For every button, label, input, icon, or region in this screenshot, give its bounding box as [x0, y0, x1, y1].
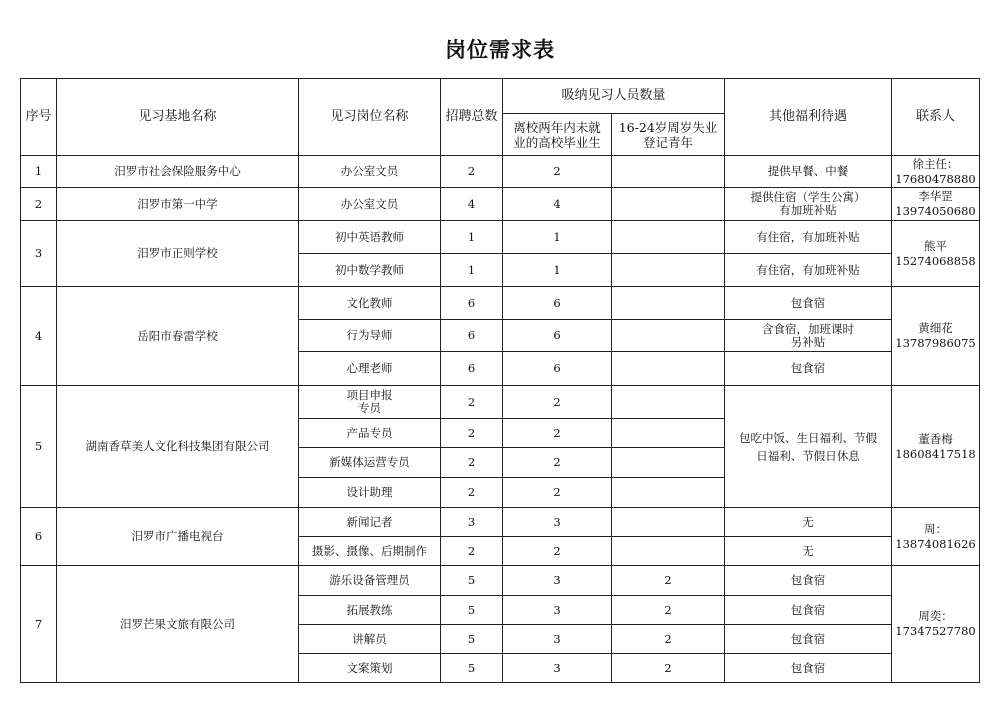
post-name-line: 游乐设备管理员 — [329, 573, 410, 587]
graduate-count: 2 — [503, 419, 612, 448]
base-name: 汨罗市社会保险服务中心 — [57, 156, 299, 188]
benefits — [725, 254, 892, 287]
youth-count — [612, 320, 725, 352]
benefits-line: 提供住宿（学生公寓） — [750, 190, 866, 204]
youth-count — [612, 156, 725, 188]
base-name: 湖南香草美人文化科技集团有限公司 — [57, 386, 299, 508]
header-post-name: 见习岗位名称 — [299, 79, 441, 156]
job-demand-table — [20, 78, 980, 683]
header-benefits: 其他福利待遇 — [725, 79, 892, 156]
contact — [892, 508, 980, 566]
benefits — [725, 386, 892, 508]
benefits — [725, 188, 892, 221]
youth-count — [612, 537, 725, 566]
post-name-line: 新闻记者 — [346, 514, 393, 529]
post-name-line: 初中数学教师 — [335, 262, 404, 277]
base-name: 汨罗市第一中学 — [57, 188, 299, 221]
post-name — [299, 508, 441, 537]
benefits-line: 另补贴 — [790, 334, 826, 349]
youth-count — [612, 254, 725, 287]
benefits — [725, 352, 892, 386]
post-name — [299, 566, 441, 596]
graduate-count: 6 — [503, 320, 612, 352]
post-name-line: 行为导师 — [346, 328, 393, 342]
graduate-count: 4 — [503, 188, 612, 221]
total-count: 6 — [441, 320, 503, 352]
contact-phone: 15274068858 — [895, 253, 976, 268]
youth-count — [612, 448, 725, 478]
base-name: 岳阳市春雷学校 — [57, 287, 299, 386]
graduate-count: 1 — [503, 221, 612, 254]
post-name — [299, 221, 441, 254]
table-row — [21, 566, 980, 596]
post-name-line: 文案策划 — [346, 660, 393, 675]
post-name-line: 心理老师 — [346, 361, 393, 375]
contact-phone: 18608417518 — [895, 446, 976, 461]
benefits — [725, 566, 892, 596]
total-count: 2 — [441, 419, 503, 448]
benefits-line: 日福利、节假日休息 — [756, 448, 860, 463]
graduate-count: 2 — [503, 478, 612, 508]
post-name — [299, 537, 441, 566]
contact-name: 熊平 — [924, 238, 948, 253]
header-contact: 联系人 — [892, 79, 980, 156]
benefits — [725, 156, 892, 188]
contact-name: 董香梅 — [918, 431, 953, 446]
benefits-line: 包食宿 — [790, 660, 826, 675]
row-index: 3 — [21, 221, 57, 287]
benefits — [725, 654, 892, 683]
contact — [892, 221, 980, 287]
page-title: 岗位需求表 — [445, 38, 555, 62]
total-count: 5 — [441, 654, 503, 683]
youth-count — [612, 352, 725, 386]
post-name — [299, 254, 441, 287]
youth-count — [612, 386, 725, 419]
total-count: 2 — [441, 386, 503, 419]
contact-phone: 17680478880 — [895, 171, 976, 186]
base-name: 汨罗市正则学校 — [57, 221, 299, 287]
youth-count — [612, 478, 725, 508]
table-row — [21, 221, 980, 254]
benefits — [725, 537, 892, 566]
benefits-line: 有加班补贴 — [779, 203, 837, 217]
contact — [892, 566, 980, 683]
post-name-line: 讲解员 — [352, 631, 387, 646]
graduate-count: 3 — [503, 596, 612, 625]
header-absorb-graduates: 离校两年内未就 业的高校毕业生 — [503, 114, 612, 156]
post-name-line: 初中英语教师 — [335, 229, 404, 244]
post-name-line: 产品专员 — [346, 425, 393, 440]
contact — [892, 386, 980, 508]
post-name — [299, 386, 441, 419]
benefits-line: 提供早餐、中餐 — [767, 164, 849, 178]
graduate-count: 3 — [503, 508, 612, 537]
total-count: 2 — [441, 448, 503, 478]
table-row — [21, 188, 980, 221]
post-name — [299, 352, 441, 386]
table-row — [21, 287, 980, 320]
header-absorb: 吸纳见习人员数量 — [503, 79, 725, 114]
contact — [892, 287, 980, 386]
row-index: 1 — [21, 156, 57, 188]
benefits-line: 有住宿，有加班补贴 — [756, 229, 860, 244]
total-count: 2 — [441, 156, 503, 188]
benefits — [725, 508, 892, 537]
base-name: 汨罗市广播电视台 — [57, 508, 299, 566]
contact-name: 黄细花 — [918, 321, 953, 335]
post-name-line: 文化教师 — [346, 295, 393, 310]
contact — [892, 156, 980, 188]
contact-name: 周： — [924, 521, 948, 536]
total-count: 3 — [441, 508, 503, 537]
contact-name: 周奕： — [918, 609, 953, 623]
youth-count — [612, 508, 725, 537]
youth-count — [612, 188, 725, 221]
header-absorb-youth: 16-24岁周岁失业 登记青年 — [612, 114, 725, 156]
youth-count — [612, 221, 725, 254]
benefits-line: 包食宿 — [790, 573, 826, 587]
youth-count: 2 — [612, 654, 725, 683]
benefits-line: 无 — [802, 514, 814, 529]
graduate-count: 2 — [503, 386, 612, 419]
youth-count — [612, 419, 725, 448]
post-name-line: 设计助理 — [346, 485, 393, 499]
benefits — [725, 625, 892, 654]
total-count: 2 — [441, 478, 503, 508]
contact — [892, 188, 980, 221]
table-row — [21, 508, 980, 537]
post-name — [299, 478, 441, 508]
table-row — [21, 156, 980, 188]
row-index: 7 — [21, 566, 57, 683]
graduate-count: 3 — [503, 625, 612, 654]
benefits — [725, 320, 892, 352]
post-name — [299, 320, 441, 352]
post-name-line: 拓展教练 — [346, 602, 393, 617]
header-index: 序号 — [21, 79, 57, 156]
contact-name: 徐主任： — [912, 156, 959, 171]
benefits-line: 含食宿，加班课时 — [762, 321, 855, 336]
contact-phone: 17347527780 — [895, 624, 976, 638]
row-index: 4 — [21, 287, 57, 386]
benefits-line: 包吃中饭、生日福利、节假 — [739, 430, 878, 445]
graduate-count: 2 — [503, 537, 612, 566]
youth-count — [612, 287, 725, 320]
header-row-1 — [21, 79, 980, 114]
post-name-line: 项目申报 — [346, 388, 393, 402]
post-name-line: 办公室文员 — [340, 164, 399, 178]
graduate-count: 6 — [503, 352, 612, 386]
contact-name: 李华罡 — [918, 189, 953, 203]
header-base-name: 见习基地名称 — [57, 79, 299, 156]
row-index: 2 — [21, 188, 57, 221]
youth-count: 2 — [612, 596, 725, 625]
graduate-count: 6 — [503, 287, 612, 320]
benefits-line: 包食宿 — [790, 361, 826, 375]
graduate-count: 1 — [503, 254, 612, 287]
post-name — [299, 625, 441, 654]
contact-phone: 13787986075 — [895, 336, 976, 350]
total-count: 1 — [441, 221, 503, 254]
benefits-line: 包食宿 — [790, 295, 826, 310]
total-count: 2 — [441, 537, 503, 566]
contact-phone: 13974050680 — [895, 204, 976, 218]
total-count: 4 — [441, 188, 503, 221]
benefits — [725, 221, 892, 254]
graduate-count: 2 — [503, 156, 612, 188]
graduate-count: 3 — [503, 654, 612, 683]
total-count: 6 — [441, 352, 503, 386]
total-count: 6 — [441, 287, 503, 320]
youth-count: 2 — [612, 566, 725, 596]
post-name-line: 新媒体运营专员 — [329, 455, 410, 469]
base-name: 汨罗芒果文旅有限公司 — [57, 566, 299, 683]
total-count: 5 — [441, 596, 503, 625]
post-name — [299, 654, 441, 683]
post-name — [299, 188, 441, 221]
post-name-line: 摄影、摄像、后期制作 — [312, 543, 427, 558]
row-index: 5 — [21, 386, 57, 508]
benefits-line: 无 — [802, 543, 814, 558]
contact-phone: 13874081626 — [895, 536, 976, 551]
benefits-line: 包食宿 — [790, 602, 826, 617]
row-index: 6 — [21, 508, 57, 566]
benefits-line: 包食宿 — [790, 631, 826, 646]
benefits — [725, 596, 892, 625]
post-name — [299, 156, 441, 188]
post-name — [299, 448, 441, 478]
total-count: 5 — [441, 566, 503, 596]
benefits-line: 有住宿，有加班补贴 — [756, 262, 860, 277]
benefits — [725, 287, 892, 320]
graduate-count: 2 — [503, 448, 612, 478]
header-total: 招聘总数 — [441, 79, 503, 156]
post-name-line: 专员 — [358, 401, 381, 415]
post-name — [299, 287, 441, 320]
post-name — [299, 419, 441, 448]
graduate-count: 3 — [503, 566, 612, 596]
table-body — [21, 156, 980, 683]
post-name-line: 办公室文员 — [340, 196, 399, 211]
total-count: 1 — [441, 254, 503, 287]
total-count: 5 — [441, 625, 503, 654]
post-name — [299, 596, 441, 625]
table-row — [21, 386, 980, 419]
youth-count: 2 — [612, 625, 725, 654]
